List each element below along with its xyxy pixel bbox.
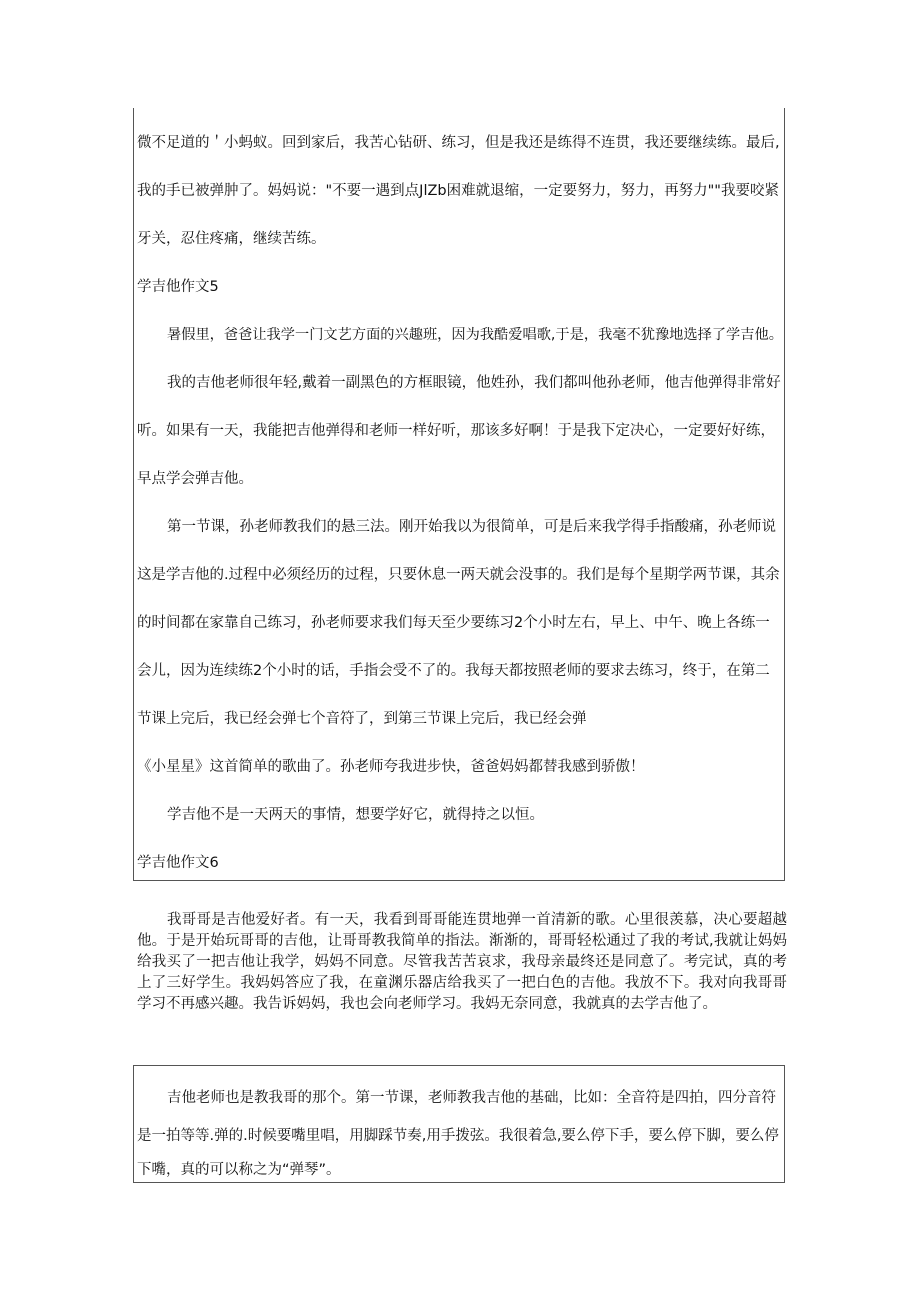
text-line: 我的手已被弹肿了。妈妈说："不要一遇到点JlZb困难就退缩，一定要努力，努力，再努力""我要咬紧 (137, 183, 779, 199)
paragraph-line: 早点学会弹吉他。 (137, 471, 253, 487)
paragraph-line: 下嘴，真的可以称之为“弹琴”。 (137, 1162, 341, 1178)
intro-paragraph (137, 910, 787, 1015)
section-heading: 学吉他作文6 (137, 855, 219, 871)
intro-text: 我哥哥是吉他爱好者。有一天，我看到哥哥能连贯地弹一首清新的歌。心里很羡慕，决心要超越他。于是开始玩哥哥的吉他，让哥哥教我简单的指法。渐渐的，哥哥轻松通过了我的考试,我就让妈妈给我买了一把吉他让我学，妈妈不同意。尽管我苦苦哀求，我母亲最终还是同意了。考完试，真的考上了三好学生。我妈妈答应了我，在童渊乐器店给我买了一把白色的吉他。我放不下。我对向我哥哥学习不再感兴趣。我告诉妈妈，我也会向老师学习。我妈无奈同意，我就真的去学吉他了。 (137, 912, 787, 1012)
paragraph-line: 是一拍等等.弹的.时候要嘴里唱，用脚踩节奏,用手拨弦。我很着急,要么停下手，要么停下脚，要么停 (137, 1128, 779, 1144)
text-line: 牙关，忍住疼痛，继续苦练。 (137, 231, 326, 247)
paragraph-line: 学吉他不是一天两天的事情，想要学好它，就得持之以恒。 (167, 807, 544, 823)
paragraph-line: 会儿，因为连续练2个小时的话，手指会受不了的。我每天都按照老师的要求去练习，终于，在第二 (137, 663, 770, 679)
paragraph-line: 第一节课，孙老师教我们的悬三法。刚开始我以为很简单，可是后来我学得手指酸痛，孙老师说 (167, 519, 776, 535)
paragraph-line: 节课上完后，我已经会弹七个音符了，到第三节课上完后，我已经会弹 (137, 711, 587, 727)
paragraph-line: 这是学吉他的.过程中必须经历的过程，只要休息一两天就会没事的。我们是每个星期学两节课，其余 (137, 567, 780, 583)
section-heading: 学吉他作文5 (137, 279, 219, 295)
text-line: 微不足道的＇小蚂蚁。回到家后，我苦心钻研、练习，但是我还是练得不连贯，我还要继续练。最后, (137, 135, 780, 151)
paragraph-line: 听。如果有一天，我能把吉他弹得和老师一样好听，那该多好啊！于是我下定决心，一定要好好练， (137, 423, 775, 439)
paragraph-line: 我的吉他老师很年轻,戴着一副黑色的方框眼镜，他姓孙，我们都叫他孙老师，他吉他弹得非常好 (167, 375, 781, 391)
paragraph-line: 吉他老师也是教我哥的那个。第一节课，老师教我吉他的基础，比如：全音符是四拍，四分音符 (167, 1090, 776, 1106)
paragraph-line: 的时间都在家靠自己练习，孙老师要求我们每天至少要练习2个小时左右，早上、中午、晚上各练一 (137, 615, 770, 631)
paragraph-line: 《小星星》这首简单的歌曲了。孙老师夸我进步快，爸爸妈妈都替我感到骄傲！ (137, 759, 645, 775)
paragraph-line: 暑假里，爸爸让我学一门文艺方面的兴趣班，因为我酷爱唱歌,于是，我毫不犹豫地选择了学吉他。 (167, 327, 783, 343)
